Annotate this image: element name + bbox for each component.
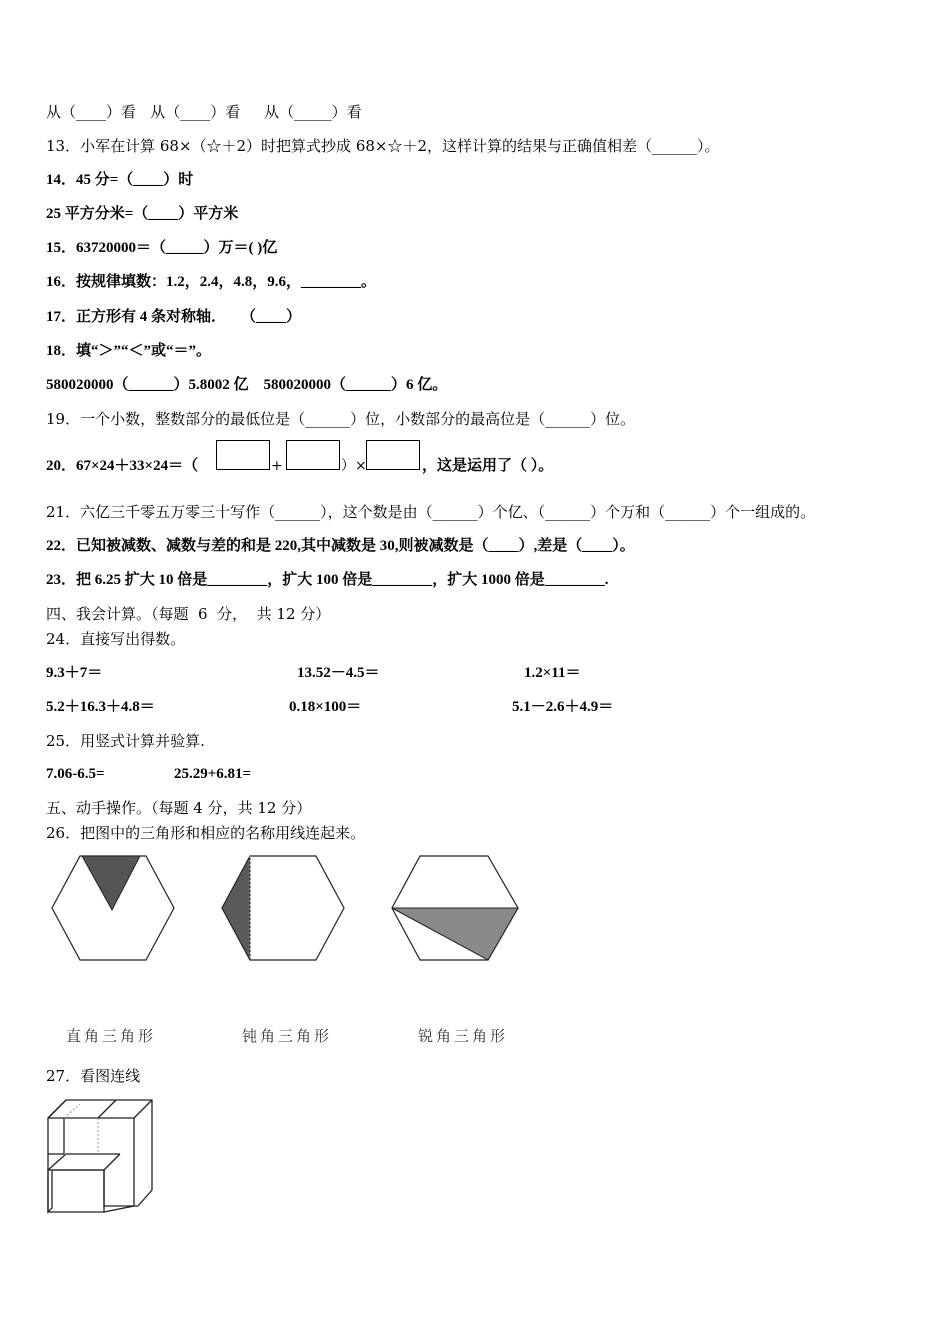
question-25: 25．用竖式计算并验算. [46, 732, 205, 750]
question-14a: 14．45 分=（____）时 [46, 172, 194, 188]
question-23: 23．把 6.25 扩大 10 倍是________，扩大 100 倍是________，扩大 1000 倍是________. [46, 572, 609, 588]
close-times-sign: ）× [341, 458, 367, 474]
question-24: 24．直接写出得数。 [46, 630, 186, 648]
question-15: 15．63720000＝（_____）万＝( )亿 [46, 240, 278, 256]
caption-obtuse-triangle: 钝角三角形 [242, 1027, 333, 1045]
cube-stack-figure [44, 1094, 164, 1219]
calc-r1-c1: 9.3＋7＝ [46, 665, 103, 681]
caption-acute-triangle: 锐角三角形 [418, 1027, 509, 1045]
question-26: 26．把图中的三角形和相应的名称用线连起来。 [46, 824, 366, 842]
question-21: 21．六亿三千零五万零三十写作（______），这个数是由（______）个亿、（______）个万和（______）个一组成的。 [46, 503, 816, 521]
question-20-prefix: 20．67×24＋33×24＝（ [46, 458, 199, 474]
question-16: 16．按规律填数：1.2，2.4，4.8，9.6，________。 [46, 274, 377, 290]
answer-box-3 [366, 440, 420, 470]
hexagon-figure-2 [218, 852, 348, 964]
question-17: 17．正方形有 4 条对称轴． （____） [46, 309, 302, 325]
question-18: 18．填“＞”“＜”或“＝”。 [46, 343, 212, 359]
answer-box-1 [216, 440, 270, 470]
caption-right-triangle: 直角三角形 [66, 1027, 157, 1045]
hexagon-figure-3 [388, 852, 522, 964]
calc-r2-c2: 0.18×100＝ [289, 699, 362, 715]
question-19: 19．一个小数，整数部分的最低位是（______）位，小数部分的最高位是（______）位。 [46, 410, 636, 428]
calc-r2-c1: 5.2＋16.3＋4.8＝ [46, 699, 155, 715]
section-5-heading: 五、动手操作。（每题 4 分，共 12 分） [46, 799, 312, 817]
calc-r1-c3: 1.2×11＝ [524, 665, 581, 681]
question-27: 27．看图连线 [46, 1067, 141, 1085]
calc-r2-c3: 5.1－2.6＋4.9＝ [512, 699, 614, 715]
section-4-heading: 四、我会计算。（每题 6 分， 共 12 分） [46, 605, 331, 623]
calc-r1-c2: 13.52－4.5＝ [297, 665, 380, 681]
plus-sign: + [271, 458, 283, 474]
question-18b: 580020000（______）5.8002 亿 580020000（______）6 亿。 [46, 377, 448, 393]
view-line: 从（____）看 从（____）看 从（_____）看 [46, 103, 362, 121]
question-14b: 25 平方分米=（____）平方米 [46, 206, 239, 222]
calc-25-a: 7.06-6.5= [46, 766, 105, 782]
answer-box-2 [286, 440, 340, 470]
calc-25-b: 25.29+6.81= [174, 766, 252, 782]
hexagon-figure-1 [48, 852, 178, 964]
question-20-suffix: ，这是运用了（ ）。 [422, 458, 554, 474]
question-13: 13．小军在计算 68×（☆＋2）时把算式抄成 68×☆＋2，这样计算的结果与正确值相差（______）。 [46, 137, 720, 155]
question-22: 22．已知被减数、减数与差的和是 220,其中减数是 30,则被减数是（____）,差是（____）。 [46, 538, 635, 554]
